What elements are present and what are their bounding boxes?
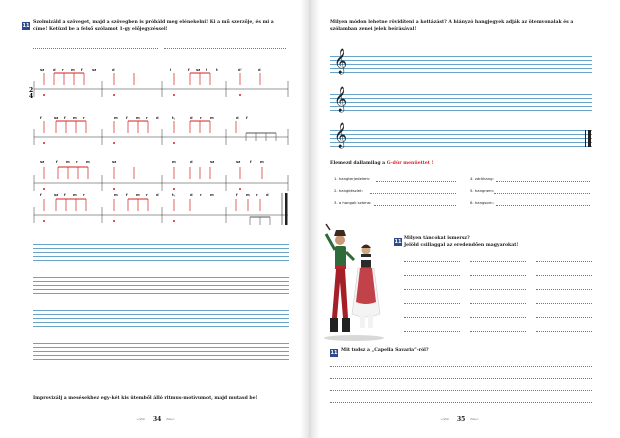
ornament-right-icon: ∾∽ xyxy=(470,416,479,423)
analysis-answer-line[interactable] xyxy=(376,181,456,182)
solfege-syllable: f xyxy=(126,193,128,197)
treble-staff[interactable] xyxy=(330,94,592,110)
solfege-syllable: f xyxy=(64,193,66,197)
solfege-syllable: d xyxy=(190,193,193,197)
dance-answer-line[interactable] xyxy=(470,289,526,290)
analysis-title: Elemezd dallamilag a G-dúr menüettet ! xyxy=(330,161,434,166)
dance-answer-line[interactable] xyxy=(404,331,460,332)
question-number-badge: 11 xyxy=(330,350,338,356)
dances-question-line-2: Jelöld csillaggal az eredendően magyarokat! xyxy=(404,243,519,248)
capella-answer-line[interactable] xyxy=(330,378,592,379)
solfege-syllable: sz xyxy=(196,68,201,72)
solfege-syllable: r xyxy=(83,116,85,120)
ornament-right-icon: ∾∽ xyxy=(166,416,175,423)
analysis-answer-line[interactable] xyxy=(370,193,456,194)
analysis-answer-line[interactable] xyxy=(496,181,590,182)
solfege-syllable: sz xyxy=(236,160,241,164)
solfege-syllable: t, xyxy=(172,193,176,197)
analysis-label: 5. hangnem: xyxy=(470,188,495,193)
solfege-syllable: f xyxy=(236,193,238,197)
analysis-answer-line[interactable] xyxy=(496,205,590,206)
solfege-syllable: f xyxy=(188,68,190,72)
question-number-badge: 11 xyxy=(394,239,402,245)
solfege-syllable: r xyxy=(200,116,202,120)
question-shorten-instruction: Milyen módon lehetne rövidíteni a kottázást? A hiányzó hangjegyek adják az ötemvonalak és a szólamban zenei jelek beírásával! xyxy=(330,20,574,32)
solfege-syllable: d xyxy=(190,160,193,164)
solfege-syllable: r xyxy=(62,68,64,72)
question-number-badge: 11 xyxy=(22,23,30,29)
solfege-syllable: sz xyxy=(54,116,59,120)
dance-answer-line[interactable] xyxy=(470,261,526,262)
dance-answer-line[interactable] xyxy=(536,317,592,318)
solfege-syllable: d xyxy=(156,193,159,197)
page-number: 34 xyxy=(153,416,162,423)
solfege-syllable: d xyxy=(53,68,56,72)
solfege-syllable: r xyxy=(76,160,78,164)
dance-answer-line[interactable] xyxy=(404,303,460,304)
solfege-syllable: m xyxy=(114,193,118,197)
question-1-instruction: Szolmizáld a szöveget, majd a szövegben is próbáld meg elénekelni! Ki a mű szerzője, és mi a címe! Ketüzd be a felső szólamot 1-gy előjegyzéssel! xyxy=(33,20,274,32)
dance-answer-line[interactable] xyxy=(470,275,526,276)
dance-answer-line[interactable] xyxy=(470,317,526,318)
dance-answer-line[interactable] xyxy=(536,303,592,304)
solfege-syllable: d xyxy=(112,68,115,72)
solfege-syllable: sz xyxy=(92,68,97,72)
solfege-syllable: r xyxy=(146,116,148,120)
solfege-syllable: m xyxy=(73,116,77,120)
ornament-left-icon: ∽∾ xyxy=(440,416,449,423)
analysis-label: 4. záróhang: xyxy=(470,176,494,181)
dance-answer-line[interactable] xyxy=(470,331,526,332)
solfege-syllable: l xyxy=(170,68,172,72)
dances-question-line-1: Milyen táncokat ismersz? xyxy=(404,236,470,241)
treble-clef-icon: 𝄞 xyxy=(334,123,348,148)
svg-text:4: 4 xyxy=(29,93,34,100)
analysis-label: 2. hangkészlet: xyxy=(334,188,363,193)
dance-answer-line[interactable] xyxy=(536,261,592,262)
answer-line[interactable] xyxy=(164,48,286,49)
solfege-syllable: m xyxy=(86,160,90,164)
solfege-syllable: f xyxy=(246,116,248,120)
solfege-syllable: m xyxy=(260,160,264,164)
solfege-syllable: sz xyxy=(210,160,215,164)
treble-clef-icon: 𝄞 xyxy=(334,49,348,74)
capella-answer-line[interactable] xyxy=(330,402,592,403)
dance-answer-line[interactable] xyxy=(536,331,592,332)
solfege-syllable: r xyxy=(200,193,202,197)
music-score xyxy=(30,55,292,230)
barline xyxy=(585,130,586,147)
blank-staff[interactable] xyxy=(33,277,289,293)
dance-answer-line[interactable] xyxy=(404,275,460,276)
solfege-syllable: f xyxy=(56,160,58,164)
dance-answer-line[interactable] xyxy=(536,289,592,290)
capella-answer-line[interactable] xyxy=(330,390,592,391)
solfege-syllable: m xyxy=(172,160,176,164)
dance-answer-line[interactable] xyxy=(536,275,592,276)
answer-line[interactable] xyxy=(33,48,158,49)
solfege-syllable: d xyxy=(156,116,159,120)
solfege-syllable: f xyxy=(126,116,128,120)
solfege-syllable: f xyxy=(81,68,83,72)
analysis-label: 3. a hangok száma: xyxy=(334,200,372,205)
svg-text:2: 2 xyxy=(29,87,34,94)
treble-staff[interactable] xyxy=(330,130,592,146)
solfege-syllable: r xyxy=(83,193,85,197)
analysis-label: 6. hangsorn: xyxy=(470,200,494,205)
final-barline xyxy=(588,130,591,147)
minuet-title-highlight: G-dúr menüettet xyxy=(386,161,430,166)
solfege-syllable: d xyxy=(190,116,193,120)
dancing-couple-illustration xyxy=(320,222,388,342)
solfege-syllable: l xyxy=(206,68,208,72)
solfege-syllable: f xyxy=(40,116,42,120)
dance-answer-line[interactable] xyxy=(404,317,460,318)
analysis-answer-line[interactable] xyxy=(494,193,590,194)
solfege-syllable: sz xyxy=(40,68,45,72)
solfege-syllable: f xyxy=(64,116,66,120)
solfege-syllable: d xyxy=(258,68,261,72)
solfege-syllable: t, xyxy=(172,116,176,120)
blank-staff[interactable] xyxy=(33,310,289,326)
improvisation-instruction: Improvizálj a mesésekhez egy-két kis ütemből álló ritmus-motívumot, majd mutasd be! xyxy=(33,396,258,401)
blank-staff[interactable] xyxy=(33,244,289,260)
analysis-label: 1. hangterjedelem: xyxy=(334,176,371,181)
solfege-syllable: m xyxy=(246,193,250,197)
solfege-syllable: m xyxy=(73,193,77,197)
solfege-syllable: t xyxy=(216,68,218,72)
capella-question: Mit tudsz a „Capella Savaria”-ról? xyxy=(341,348,429,353)
solfege-syllable: sz xyxy=(40,160,45,164)
solfege-syllable: f xyxy=(40,193,42,197)
solfege-syllable: m xyxy=(136,193,140,197)
solfege-syllable: d' xyxy=(238,68,242,72)
solfege-syllable: m xyxy=(71,68,75,72)
ornament-left-icon: ∽∾ xyxy=(136,416,145,423)
dance-answer-line[interactable] xyxy=(404,289,460,290)
right-page xyxy=(310,0,620,438)
solfege-syllable: m xyxy=(210,193,214,197)
solfege-syllable: d xyxy=(236,116,239,120)
solfege-syllable: m xyxy=(210,116,214,120)
dance-answer-line[interactable] xyxy=(470,303,526,304)
solfege-syllable: m xyxy=(66,160,70,164)
solfege-syllable: f xyxy=(250,160,252,164)
solfege-syllable: d xyxy=(266,193,269,197)
solfege-syllable: r xyxy=(256,193,258,197)
solfege-syllable: m xyxy=(114,116,118,120)
solfege-syllable: r xyxy=(146,193,148,197)
page-number: 35 xyxy=(457,416,466,423)
solfege-syllable: m xyxy=(136,116,140,120)
analysis-answer-line[interactable] xyxy=(374,205,456,206)
solfege-syllable: sz xyxy=(54,193,59,197)
blank-staff[interactable] xyxy=(33,343,289,359)
treble-staff[interactable] xyxy=(330,56,592,72)
capella-answer-line[interactable] xyxy=(330,366,592,367)
dance-answer-line[interactable] xyxy=(404,261,460,262)
solfege-syllable: sz xyxy=(112,160,117,164)
treble-clef-icon: 𝄞 xyxy=(334,87,348,112)
